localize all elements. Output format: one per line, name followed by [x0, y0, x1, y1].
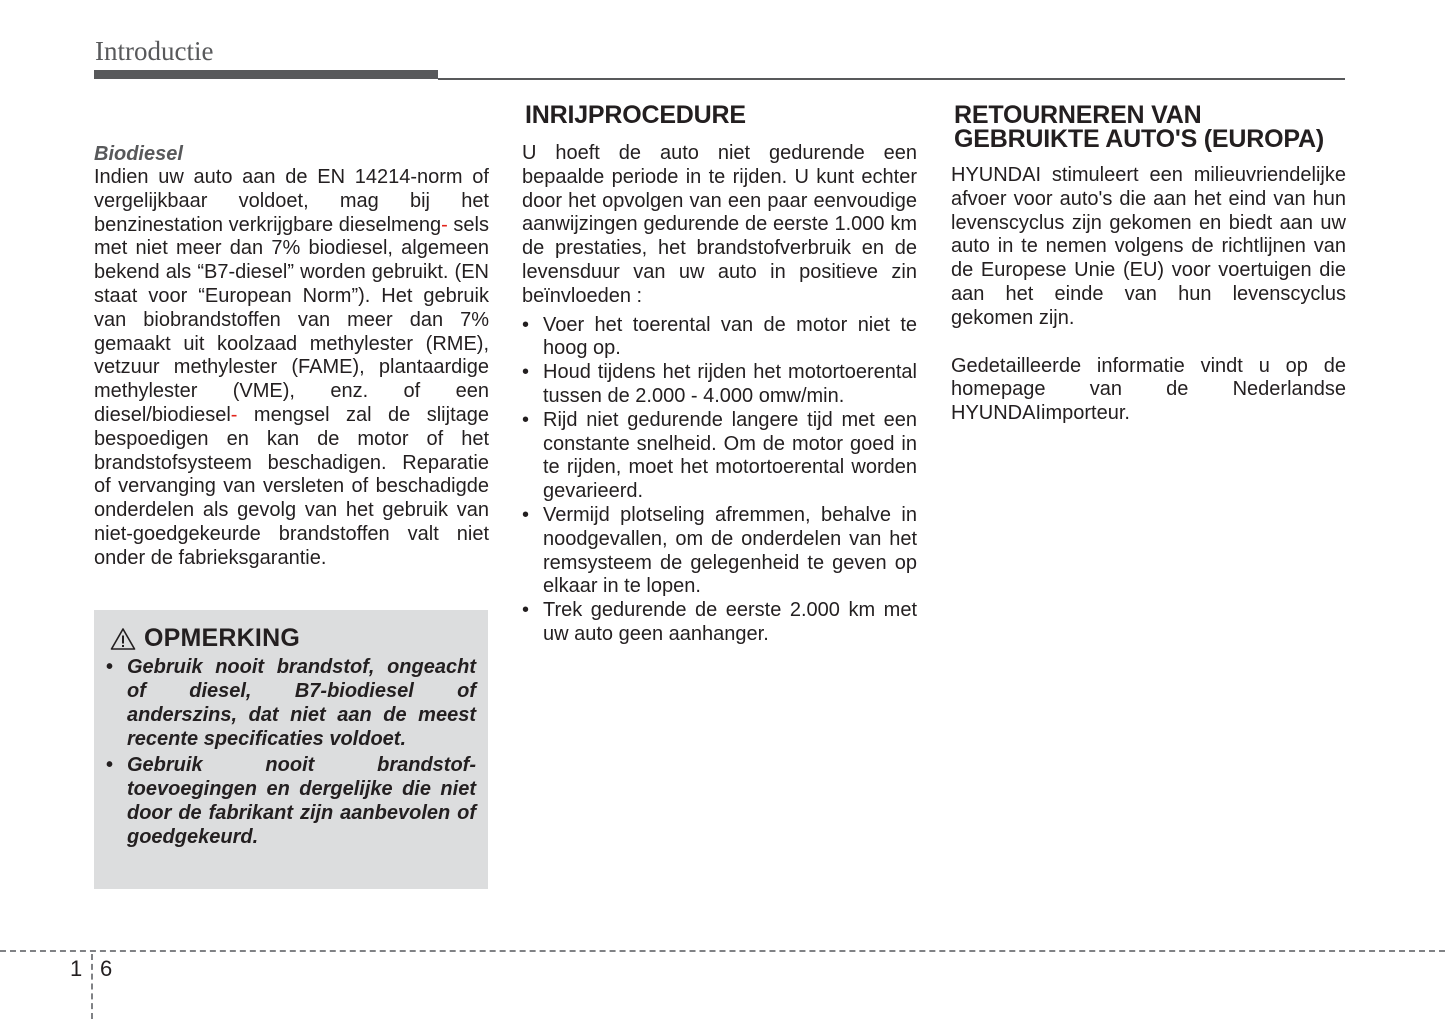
biodiesel-subheading: Biodiesel — [94, 143, 183, 165]
header-rule-thin — [438, 78, 1345, 80]
page-number: 6 — [100, 956, 113, 981]
note-list — [106, 655, 476, 851]
retourneren-paragraph: HYUNDAI stimuleert een milieuvriendelijke afvoer voor auto's die aan het eind van hun levenscyclus zijn gekomen en biedt aan uw auto in te nemen volgens de richtlijnen van de Europese Unie (EU) voor voertuigen die aan het einde van hun levenscyclus gekomen zijn. — [951, 164, 1346, 329]
retourneren-info-paragraph: Gedetailleerde informatie vindt u op de homepage van de Nederlandse HYUNDAIimporteur. — [951, 354, 1346, 425]
list-item: • Vermijd plotseling afremmen, behalve in noodgevallen, om de onderdelen van het remsysteem de gelegenheid te geven op elkaar in te lopen. — [522, 504, 917, 599]
hyphen-mark: - — [230, 403, 238, 426]
note-item: • Gebruik nooit brandstof-toevoegingen en dergelijke die niet door de fabrikant zijn aanbevolen of goedgekeurd. — [106, 753, 476, 849]
note-header — [110, 624, 300, 653]
note-item: • Gebruik nooit brandstof, ongeacht of diesel, B7-biodiesel of anderszins, dat niet aan de meest recente specificaties voldoet. — [106, 655, 476, 751]
column-retourneren — [951, 103, 1346, 426]
warning-icon — [110, 627, 136, 651]
header-rule-thick — [94, 70, 438, 79]
column-biodiesel — [94, 142, 489, 571]
list-item: • Voer het toerental van de motor niet te hoog op. — [522, 314, 917, 362]
list-item: • Houd tijdens het rijden het motortoerental tussen de 2.000 - 4.000 omw/min. — [522, 361, 917, 409]
note-title: OPMERKING — [144, 624, 300, 652]
inrijprocedure-intro: U hoeft de auto niet gedurende een bepaalde periode in te rijden. U kunt echter door het opvolgen van een paar eenvoudige aanwijzingen gedurende de eerste 1.000 km de prestaties, het brandstofverbruik en de levensduur van uw auto in positieve zin beïnvloeden : — [522, 142, 917, 307]
page-header-title: Introductie — [95, 36, 214, 66]
footer-page-separator — [91, 954, 93, 1019]
biodiesel-paragraph: Indien uw auto aan de EN 14214-norm of vergelijkbaar voldoet, mag bij het benzinestation verkrijgbare dieselmeng- sels met niet meer dan 7% biodiesel, algemeen bekend als “B7-diesel” worden gebruikt. (EN staat voor “European Norm”). Het gebruik van biobrandstoffen van meer dan 7% gemaakt uit koolzaad methylester (RME), vetzuur methylester (FAME), plantaardige methylester (VME), enz. of een diesel/biodiesel- mengsel zal de slijtage bespoedigen en kan de motor of het brandstofsysteem beschadigen. Reparatie of vervanging van versleten of beschadigde onderdelen als gevolg van het gebruik van niet-goedgekeurde brandstoffen valt niet onder de fabrieksgarantie. — [94, 166, 489, 569]
inrijprocedure-list — [522, 314, 917, 647]
column-inrijprocedure — [522, 103, 917, 647]
retourneren-heading: RETOURNEREN VAN GEBRUIKTE AUTO'S (EUROPA) — [954, 101, 1324, 153]
footer-divider — [0, 950, 1445, 952]
hyphen-mark: - — [441, 213, 448, 236]
list-item: • Rijd niet gedurende langere tijd met een constante snelheid. Om de motor goed in te rijden, moet het motortoerental worden gevarieerd. — [522, 409, 917, 504]
note-box — [94, 610, 488, 889]
list-item: • Trek gedurende de eerste 2.000 km met uw auto geen aanhanger. — [522, 599, 917, 647]
inrijprocedure-heading: INRIJPROCEDURE — [525, 101, 746, 129]
chapter-number: 1 — [70, 956, 83, 981]
